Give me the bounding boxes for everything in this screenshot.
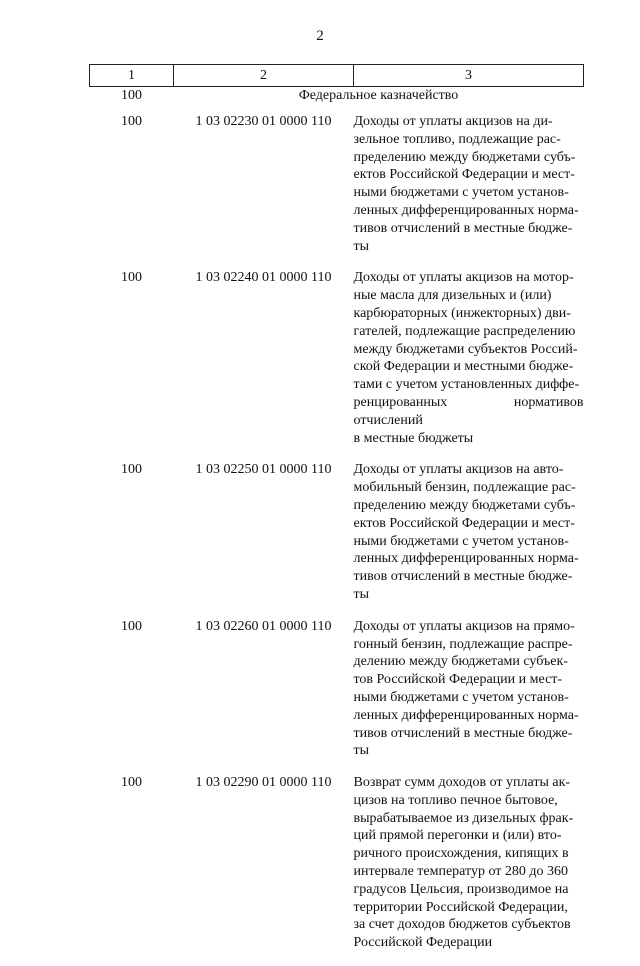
revenue-codes-table [89,64,584,966]
group-admin-code: 100 [90,87,174,114]
revenue-name-line: цизов на топливо печное бытовое, [354,792,584,810]
revenue-name-line: тивов отчислений в местные бюдже- [354,568,584,586]
revenue-name-line: ты [354,238,584,256]
revenue-name-line: ленных дифференцированных норма- [354,550,584,568]
revenue-name-cell [354,774,584,966]
revenue-name-line: Доходы от уплаты акцизов на прямо- [354,618,584,636]
column-header-3: 3 [354,65,584,87]
revenue-name-line: ектов Российской Федерации и мест- [354,166,584,184]
revenue-name-cell [354,618,584,774]
revenue-code-cell: 1 03 02260 01 0000 110 [174,618,354,774]
revenue-name-line: Российской Федерации [354,934,584,952]
revenue-name-line: ты [354,742,584,760]
revenue-name-line: ской Федерации и местными бюдже- [354,358,584,376]
revenue-name-line: Возврат сумм доходов от уплаты ак- [354,774,584,792]
revenue-code-cell: 1 03 02290 01 0000 110 [174,774,354,966]
revenue-name-line: Доходы от уплаты акцизов на мотор- [354,269,584,287]
revenue-name-line: пределению между бюджетами субъ- [354,149,584,167]
revenue-name-line: гателей, подлежащие распределению [354,323,584,341]
revenue-name-line: делению между бюджетами субъек- [354,653,584,671]
revenue-name-line: ными бюджетами с учетом установ- [354,689,584,707]
revenue-name-cell [354,269,584,461]
table-row [90,461,584,617]
revenue-name-line: ричного происхождения, кипящих в [354,845,584,863]
revenue-name-line: интервале температур от 280 до 360 [354,863,584,881]
revenue-code-cell: 1 03 02250 01 0000 110 [174,461,354,617]
group-row [90,87,584,114]
admin-code-cell: 100 [90,774,174,966]
revenue-name-cell [354,113,584,269]
revenue-name-line: тивов отчислений в местные бюдже- [354,220,584,238]
revenue-name-line: ные масла для дизельных и (или) [354,287,584,305]
column-header-2: 2 [174,65,354,87]
revenue-name-line: вырабатываемое из дизельных фрак- [354,810,584,828]
revenue-code-cell: 1 03 02240 01 0000 110 [174,269,354,461]
revenue-name-line: территории Российской Федерации, [354,899,584,917]
admin-code-cell: 100 [90,113,174,269]
revenue-name-line: за счет доходов бюджетов субъектов [354,916,584,934]
group-name: Федеральное казначейство [174,87,584,114]
table-header-row [90,65,584,87]
revenue-name-line: зельное топливо, подлежащие рас- [354,131,584,149]
revenue-name-line: тов Российской Федерации и мест- [354,671,584,689]
revenue-name-line: ными бюджетами с учетом установ- [354,184,584,202]
revenue-name-line: ренцированных нормативов отчислений [354,394,584,430]
revenue-name-line: тивов отчислений в местные бюдже- [354,725,584,743]
admin-code-cell: 100 [90,461,174,617]
revenue-name-line: пределению между бюджетами субъ- [354,497,584,515]
revenue-name-line: тами с учетом установленных диффе- [354,376,584,394]
table-row [90,618,584,774]
revenue-name-line: ленных дифференцированных норма- [354,707,584,725]
revenue-name-line: ты [354,586,584,604]
revenue-name-line: Доходы от уплаты акцизов на ди- [354,113,584,131]
revenue-name-line: Доходы от уплаты акцизов на авто- [354,461,584,479]
revenue-name-line: ными бюджетами с учетом установ- [354,533,584,551]
page-number: 2 [0,28,640,45]
revenue-name-line: ектов Российской Федерации и мест- [354,515,584,533]
revenue-name-line: градусов Цельсия, производимое на [354,881,584,899]
revenue-name-line: в местные бюджеты [354,430,584,448]
revenue-name-cell [354,461,584,617]
revenue-name-line: гонный бензин, подлежащие распре- [354,636,584,654]
revenue-name-line: мобильный бензин, подлежащие рас- [354,479,584,497]
admin-code-cell: 100 [90,269,174,461]
table-body [90,87,584,966]
table-row [90,269,584,461]
revenue-name-line: ленных дифференцированных норма- [354,202,584,220]
revenue-name-line: ций прямой перегонки и (или) вто- [354,827,584,845]
revenue-name-line: между бюджетами субъектов Россий- [354,341,584,359]
revenue-code-cell: 1 03 02230 01 0000 110 [174,113,354,269]
table-row [90,113,584,269]
revenue-name-line: карбюраторных (инжекторных) дви- [354,305,584,323]
column-header-1: 1 [90,65,174,87]
table-row [90,774,584,966]
admin-code-cell: 100 [90,618,174,774]
